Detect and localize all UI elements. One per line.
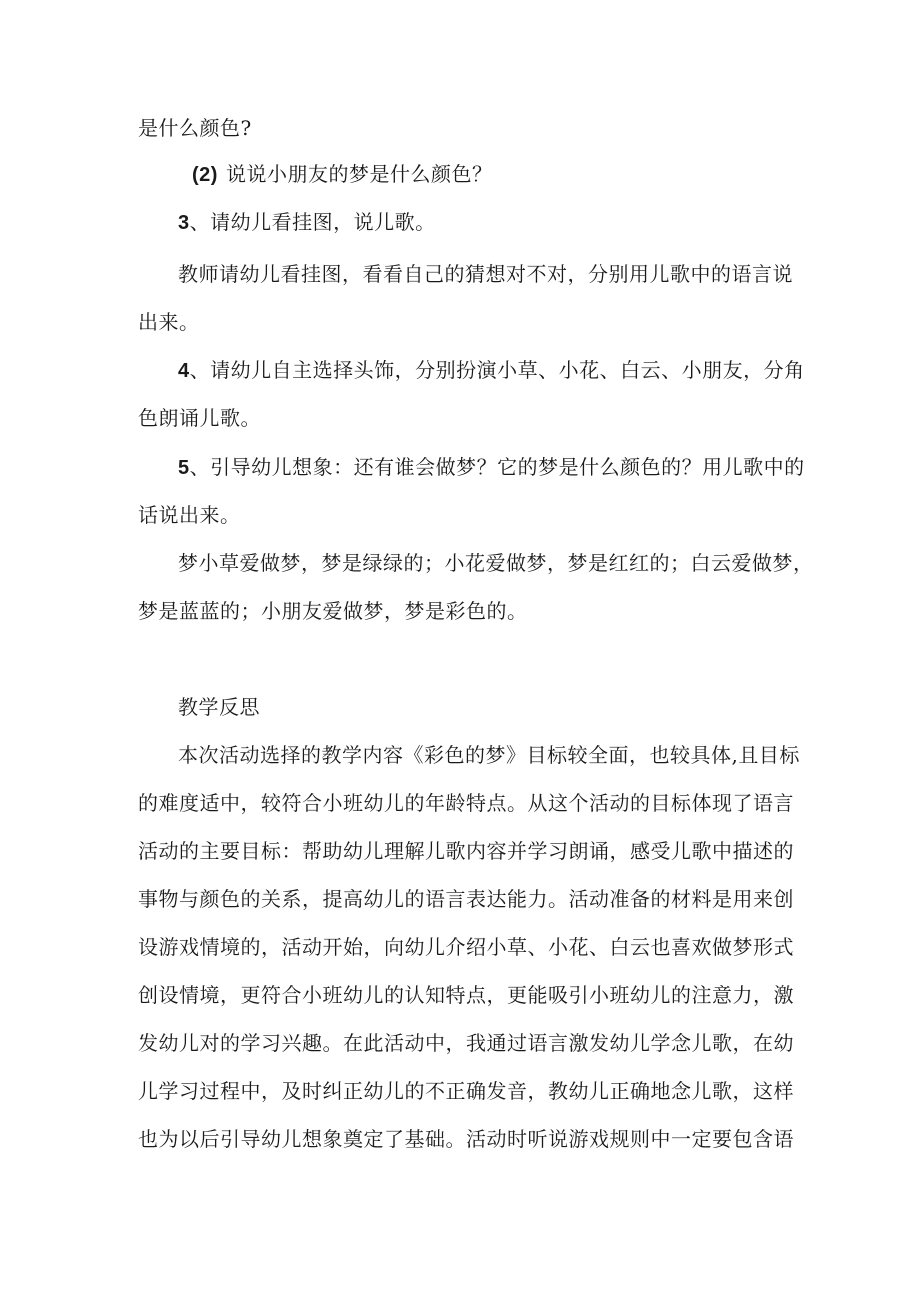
list-item-3 bbox=[178, 206, 798, 239]
list-item-4 bbox=[178, 354, 805, 387]
list-item-5 bbox=[178, 451, 805, 484]
text-line bbox=[138, 112, 798, 144]
line-text: 教师请幼儿看挂图，看看自己的猜想对不对，分别用儿歌中的语言说 bbox=[178, 262, 793, 286]
line-text: 的难度适中，较符合小班幼儿的年龄特点。从这个活动的目标体现了语言 bbox=[138, 791, 794, 815]
paragraph-line bbox=[178, 258, 798, 290]
line-text: 话说出来。 bbox=[138, 503, 241, 527]
paragraph-line bbox=[138, 499, 798, 531]
item-number: 4 bbox=[178, 360, 190, 382]
line-text: 也为以后引导幼儿想象奠定了基础。活动时听说游戏规则中一定要包含语 bbox=[138, 1127, 794, 1151]
line-text: 儿学习过程中，及时纠正幼儿的不正确发音，教幼儿正确地念儿歌，这样 bbox=[138, 1079, 794, 1103]
paragraph-line bbox=[138, 835, 798, 867]
line-text: 、请幼儿自主选择头饰，分别扮演小草、小花、白云、小朋友，分角 bbox=[189, 358, 805, 382]
paragraph-line bbox=[138, 595, 798, 627]
paragraph-line bbox=[138, 931, 798, 963]
item-number: 5 bbox=[178, 457, 190, 479]
paragraph-line bbox=[138, 1027, 798, 1059]
line-text: 本次活动选择的教学内容《彩色的梦》目标较全面，也较具体,且目标 bbox=[178, 743, 800, 767]
paragraph-line bbox=[138, 1075, 798, 1107]
paragraph-line bbox=[138, 787, 798, 819]
line-text: 、引导幼儿想象：还有谁会做梦？它的梦是什么颜色的？用儿歌中的 bbox=[189, 455, 805, 479]
heading-text: 教学反思 bbox=[178, 695, 260, 719]
paragraph-line bbox=[138, 979, 798, 1011]
line-text: 是什么颜色? bbox=[138, 116, 252, 140]
line-text: 梦是蓝蓝的；小朋友爱做梦，梦是彩色的。 bbox=[138, 599, 528, 623]
list-item-2-sub bbox=[192, 158, 852, 191]
paragraph-line bbox=[178, 739, 798, 771]
line-text: 设游戏情境的，活动开始，向幼儿介绍小草、小花、白云也喜欢做梦形式 bbox=[138, 935, 794, 959]
item-number: 3 bbox=[178, 212, 190, 234]
line-text: 、请幼儿看挂图，说儿歌。 bbox=[189, 210, 436, 234]
line-text: 活动的主要目标：帮助幼儿理解儿歌内容并学习朗诵，感受儿歌中描述的 bbox=[138, 839, 794, 863]
paragraph-line bbox=[138, 306, 798, 338]
section-heading bbox=[178, 691, 798, 723]
line-text: 色朗诵儿歌。 bbox=[138, 406, 261, 430]
paragraph-line bbox=[178, 547, 814, 579]
item-number: (2) bbox=[192, 164, 218, 186]
line-text: 事物与颜色的关系，提高幼儿的语言表达能力。活动准备的材料是用来创 bbox=[138, 887, 794, 911]
line-text: 出来。 bbox=[138, 310, 200, 334]
line-text: 创设情境，更符合小班幼儿的认知特点，更能吸引小班幼儿的注意力，激 bbox=[138, 983, 794, 1007]
line-text: 发幼儿对的学习兴趣。在此活动中，我通过语言激发幼儿学念儿歌，在幼 bbox=[138, 1031, 794, 1055]
line-text: 梦小草爱做梦，梦是绿绿的；小花爱做梦，梦是红红的；白云爱做梦， bbox=[178, 551, 814, 575]
paragraph-line bbox=[138, 402, 798, 434]
paragraph-line bbox=[138, 1123, 798, 1155]
line-text: 说说小朋友的梦是什么颜色？ bbox=[225, 162, 493, 186]
paragraph-line bbox=[138, 883, 798, 915]
